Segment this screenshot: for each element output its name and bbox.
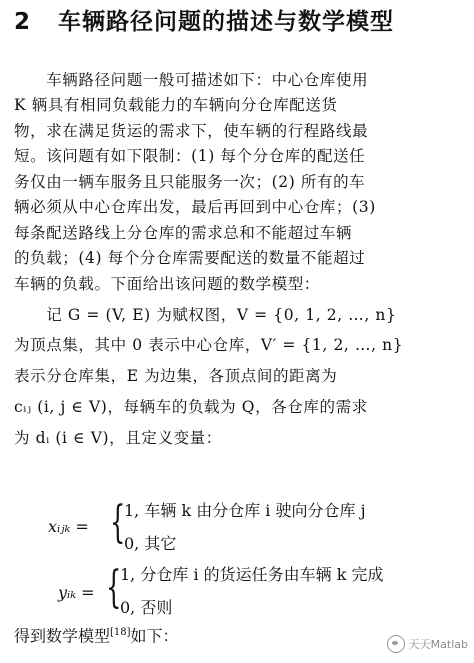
equation-x-case2: 0, 其它 (124, 534, 177, 553)
paragraph-line: K 辆具有相同负载能力的车辆向分仓库配送货 (14, 96, 338, 114)
model-intro-tail: 如下： (130, 626, 179, 646)
paragraph-line: 每条配送路线上分仓库的需求总和不能超过车辆 (14, 224, 353, 242)
model-intro-text: 得到数学模型 (14, 626, 111, 646)
paragraph-line: 车辆的负载。下面给出该问题的数学模型： (14, 275, 320, 293)
paragraph-line: 为顶点集，其中 0 表示中心仓库，V′ = {1, 2, …, n} (14, 336, 404, 354)
paragraph-line: 辆必须从中心仓库出发，最后再回到中心仓库；(3) (14, 198, 376, 216)
section-heading (14, 6, 464, 38)
section-title: 车辆路径问题的描述与数学模型 (58, 9, 394, 35)
brace-icon: { (106, 562, 122, 613)
equation-x-case1: 1, 车辆 k 由分仓库 i 驶向分仓库 j (124, 501, 366, 520)
equation-y-lhs: yᵢₖ = (58, 583, 95, 602)
paragraph-line: 物，求在满足货运的需求下，使车辆的行程路线最 (14, 122, 369, 140)
paragraph-line: 务仅由一辆车服务且只能服务一次；(2) 所有的车 (14, 173, 366, 191)
equation-y-case1: 1, 分仓库 i 的货运任务由车辆 k 完成 (120, 565, 384, 584)
paragraph-line: 车辆路径问题一般可描述如下：中心仓库使用 (14, 71, 369, 89)
watermark-text: 天天Matlab (408, 638, 468, 651)
paragraph-line: cᵢⱼ (i, j ∈ V)，每辆车的负载为 Q，各仓库的需求 (14, 398, 368, 416)
equation-y-case2: 0, 否则 (120, 598, 173, 617)
paragraph-line: 记 G = (V, E) 为赋权图，V = {0, 1, 2, …, n} (14, 306, 397, 324)
paragraph-line: 短。该问题有如下限制：(1) 每个分仓库的配送任 (14, 147, 366, 165)
brace-icon: { (110, 497, 126, 548)
equation-x-lhs: xᵢⱼₖ = (48, 517, 89, 536)
paragraph-line: 表示分仓库集，E 为边集，各顶点间的距离为 (14, 367, 338, 385)
section-number: 2 (14, 9, 32, 35)
paragraph-line: 为 dᵢ (i ∈ V)，且定义变量： (14, 429, 222, 447)
wechat-icon (387, 635, 405, 653)
watermark (387, 635, 468, 653)
citation-ref: [18] (110, 627, 131, 638)
model-intro-line (14, 621, 179, 648)
paragraph-line: 的负载；(4) 每个分仓库需要配送的数量不能超过 (14, 249, 366, 267)
